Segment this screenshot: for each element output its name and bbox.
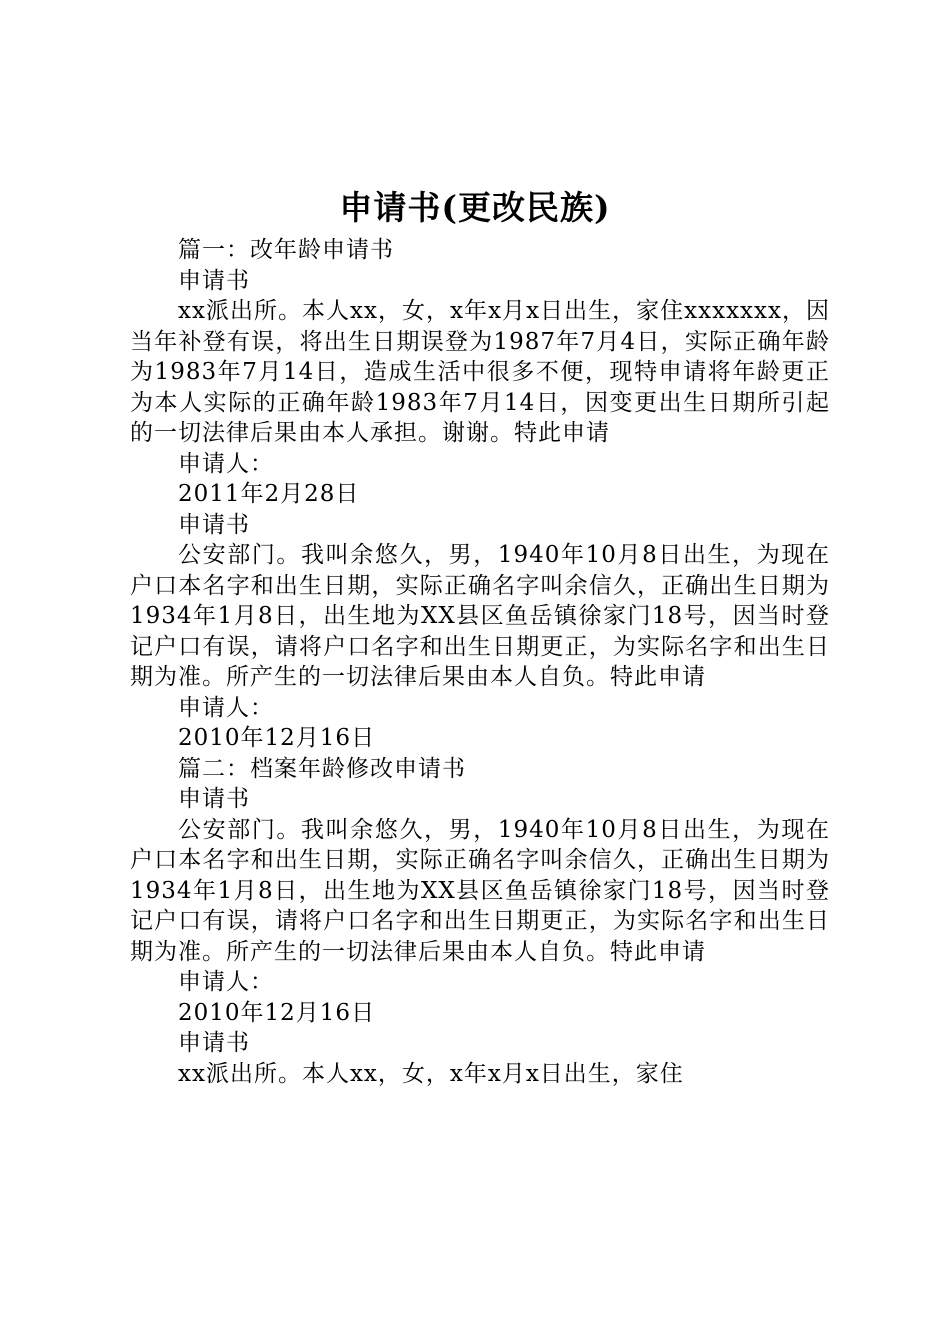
section-heading-1: 篇一：改年龄申请书 [178,237,394,263]
letter-date: 2010年12月16日 [178,725,376,751]
applicant-label: 申请人： [178,450,274,477]
letter-paragraph: 公安部门。我叫余悠久，男，1940年10月8日出生，为现在户口本名字和出生日期，实际正确名字叫余信久，正确出生日期为1934年1月8日，出生地为XX县区鱼岳镇徐家门18号，因当时登记户口有误，请将户口名字和出生日期更正，为实际名字和出生日期为准。所产生的一切法律后果由本人自负。特此申请 [130,542,830,690]
letter-heading: 申请书 [178,786,250,812]
letter-heading: 申请书 [178,1030,250,1056]
applicant-label: 申请人： [178,969,274,995]
letter-date: 2011年2月28日 [178,481,360,507]
letter-heading: 申请书 [178,267,250,294]
document-body [130,235,830,1089]
letter-paragraph-start: xx派出所。本人xx，女，x年x月x日出生，家住 [178,1060,684,1087]
applicant-label: 申请人： [178,694,274,721]
section-heading-2: 篇二：档案年龄修改申请书 [178,755,466,782]
letter-heading: 申请书 [178,511,250,538]
letter-date: 2010年12月16日 [178,999,376,1026]
letter-paragraph: xx派出所。本人xx，女，x年x月x日出生，家住xxxxxxx，因当年补登有误，将出生日期误登为1987年7月4日，实际正确年龄为1983年7月14日，造成生活中很多不便，现特申请将年龄更正为本人实际的正确年龄1983年7月14日，因变更出生日期所引起的一切法律后果由本人承担。谢谢。特此申请 [130,298,830,446]
document-title: 申请书(更改民族) [339,188,611,227]
letter-paragraph: 公安部门。我叫余悠久，男，1940年10月8日出生，为现在户口本名字和出生日期，实际正确名字叫余信久，正确出生日期为1934年1月8日，出生地为XX县区鱼岳镇徐家门18号，因当时登记户口有误，请将户口名字和出生日期更正，为实际名字和出生日期为准。所产生的一切法律后果由本人自负。特此申请 [130,816,830,965]
